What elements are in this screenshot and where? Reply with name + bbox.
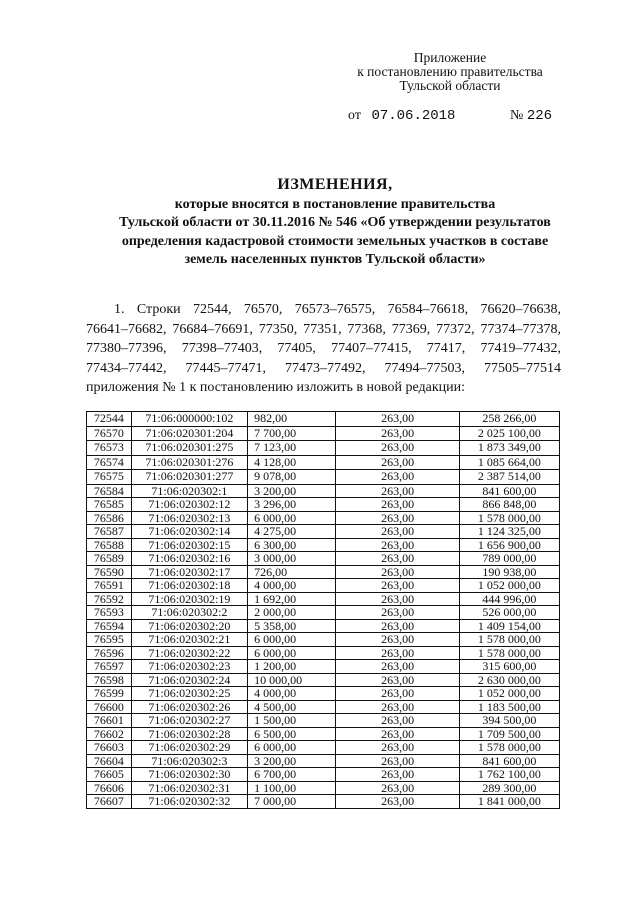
area-cell: 3 200,00 bbox=[248, 484, 336, 498]
table-row bbox=[87, 426, 560, 441]
area-cell: 1 200,00 bbox=[248, 660, 336, 674]
specific-value-cell: 263,00 bbox=[336, 412, 459, 427]
area-cell: 10 000,00 bbox=[248, 673, 336, 687]
from-label: от bbox=[348, 108, 361, 123]
specific-value-cell: 263,00 bbox=[336, 565, 459, 579]
area-cell: 7 123,00 bbox=[248, 441, 336, 456]
cadastral-number-cell: 71:06:020302:16 bbox=[131, 552, 247, 566]
area-cell: 1 100,00 bbox=[248, 781, 336, 795]
specific-value-cell: 263,00 bbox=[336, 741, 459, 755]
cadastral-value-cell: 866 848,00 bbox=[459, 498, 559, 512]
table-row bbox=[87, 633, 560, 647]
area-cell: 6 000,00 bbox=[248, 511, 336, 525]
table-row bbox=[87, 441, 560, 456]
cadastral-value-cell: 1 183 500,00 bbox=[459, 700, 559, 714]
cadastral-number-cell: 71:06:020302:28 bbox=[131, 727, 247, 741]
cadastral-value-cell: 1 656 900,00 bbox=[459, 538, 559, 552]
cadastral-number-cell: 71:06:020302:23 bbox=[131, 660, 247, 674]
specific-value-cell: 263,00 bbox=[336, 700, 459, 714]
area-cell: 3 296,00 bbox=[248, 498, 336, 512]
specific-value-cell: 263,00 bbox=[336, 525, 459, 539]
area-cell: 7 000,00 bbox=[248, 795, 336, 809]
table-row bbox=[87, 592, 560, 606]
row-number-cell: 76584 bbox=[87, 484, 132, 498]
specific-value-cell: 263,00 bbox=[336, 426, 459, 441]
specific-value-cell: 263,00 bbox=[336, 619, 459, 633]
table-body bbox=[87, 412, 560, 809]
title-line-2: которые вносятся в постановление правительства bbox=[174, 196, 496, 212]
cadastral-number-cell: 71:06:020302:1 bbox=[131, 484, 247, 498]
specific-value-cell: 263,00 bbox=[336, 781, 459, 795]
area-cell: 1 692,00 bbox=[248, 592, 336, 606]
cadastral-value-cell: 1 709 500,00 bbox=[459, 727, 559, 741]
area-cell: 7 700,00 bbox=[248, 426, 336, 441]
area-cell: 3 200,00 bbox=[248, 754, 336, 768]
cadastral-number-cell: 71:06:020302:30 bbox=[131, 768, 247, 782]
paragraph-line-3: 77380–77396, 77398–77403, 77405, 77407–77415, 77417, 77419–77432, bbox=[86, 341, 561, 356]
table-row bbox=[87, 700, 560, 714]
area-cell: 4 500,00 bbox=[248, 700, 336, 714]
specific-value-cell: 263,00 bbox=[336, 795, 459, 809]
table-row bbox=[87, 714, 560, 728]
cadastral-number-cell: 71:06:020301:277 bbox=[131, 470, 247, 485]
cadastral-number-cell: 71:06:020301:275 bbox=[131, 441, 247, 456]
row-number-cell: 76599 bbox=[87, 687, 132, 701]
cadastral-number-cell: 71:06:020302:12 bbox=[131, 498, 247, 512]
paragraph-line-4: 77434–77442, 77445–77471, 77473–77492, 77494–77503, 77505–77514 bbox=[86, 360, 561, 376]
table-row bbox=[87, 768, 560, 782]
specific-value-cell: 263,00 bbox=[336, 470, 459, 485]
table-row bbox=[87, 538, 560, 552]
title-line-1: ИЗМЕНЕНИЯ, bbox=[277, 176, 393, 193]
appendix-header bbox=[330, 51, 570, 93]
row-number-cell: 76587 bbox=[87, 525, 132, 539]
cadastral-value-cell: 2 025 100,00 bbox=[459, 426, 559, 441]
cadastral-number-cell: 71:06:020302:22 bbox=[131, 646, 247, 660]
cadastral-value-cell: 1 052 000,00 bbox=[459, 687, 559, 701]
row-number-cell: 76586 bbox=[87, 511, 132, 525]
row-number-cell: 76574 bbox=[87, 455, 132, 470]
area-cell: 6 000,00 bbox=[248, 646, 336, 660]
appendix-line-2: к постановлению правительства bbox=[357, 64, 543, 79]
date-number-line bbox=[348, 108, 553, 124]
cadastral-number-cell: 71:06:020302:24 bbox=[131, 673, 247, 687]
cadastral-number-cell: 71:06:020302:3 bbox=[131, 754, 247, 768]
table-row bbox=[87, 673, 560, 687]
specific-value-cell: 263,00 bbox=[336, 511, 459, 525]
document-date: 07.06.2018 bbox=[371, 108, 456, 124]
table-row bbox=[87, 525, 560, 539]
area-cell: 1 500,00 bbox=[248, 714, 336, 728]
area-cell: 6 500,00 bbox=[248, 727, 336, 741]
area-cell: 6 300,00 bbox=[248, 538, 336, 552]
cadastral-value-cell: 258 266,00 bbox=[459, 412, 559, 427]
cadastral-value-cell: 394 500,00 bbox=[459, 714, 559, 728]
table-row bbox=[87, 455, 560, 470]
area-cell: 5 358,00 bbox=[248, 619, 336, 633]
cadastral-value-cell: 289 300,00 bbox=[459, 781, 559, 795]
paragraph-line-2: 76641–76682, 76684–76691, 77350, 77351, 77368, 77369, 77372, 77374–77378, bbox=[86, 321, 561, 337]
specific-value-cell: 263,00 bbox=[336, 660, 459, 674]
cadastral-value-cell: 315 600,00 bbox=[459, 660, 559, 674]
cadastral-value-cell: 2 630 000,00 bbox=[459, 673, 559, 687]
document-title bbox=[60, 176, 610, 270]
table-row bbox=[87, 781, 560, 795]
row-number-cell: 76604 bbox=[87, 754, 132, 768]
cadastral-number-cell: 71:06:000000:102 bbox=[131, 412, 247, 427]
row-number-cell: 76602 bbox=[87, 727, 132, 741]
specific-value-cell: 263,00 bbox=[336, 484, 459, 498]
specific-value-cell: 263,00 bbox=[336, 606, 459, 620]
title-line-3: Тульской области от 30.11.2016 № 546 «Об утверждении результатов bbox=[119, 215, 551, 230]
cadastral-value-cell: 1 578 000,00 bbox=[459, 646, 559, 660]
table-row bbox=[87, 619, 560, 633]
number-label: № bbox=[510, 108, 524, 123]
table-row bbox=[87, 412, 560, 427]
cadastral-value-cell: 1 085 664,00 bbox=[459, 455, 559, 470]
area-cell: 9 078,00 bbox=[248, 470, 336, 485]
cadastral-value-cell: 526 000,00 bbox=[459, 606, 559, 620]
cadastral-value-cell: 1 578 000,00 bbox=[459, 511, 559, 525]
cadastral-value-cell: 789 000,00 bbox=[459, 552, 559, 566]
cadastral-number-cell: 71:06:020301:204 bbox=[131, 426, 247, 441]
cadastral-number-cell: 71:06:020302:13 bbox=[131, 511, 247, 525]
row-number-cell: 76594 bbox=[87, 619, 132, 633]
row-number-cell: 76595 bbox=[87, 633, 132, 647]
row-number-cell: 76596 bbox=[87, 646, 132, 660]
cadastral-number-cell: 71:06:020302:18 bbox=[131, 579, 247, 593]
area-cell: 3 000,00 bbox=[248, 552, 336, 566]
table-row bbox=[87, 470, 560, 485]
specific-value-cell: 263,00 bbox=[336, 552, 459, 566]
area-cell: 4 000,00 bbox=[248, 579, 336, 593]
cadastral-number-cell: 71:06:020301:276 bbox=[131, 455, 247, 470]
cadastral-value-cell: 1 124 325,00 bbox=[459, 525, 559, 539]
area-cell: 6 000,00 bbox=[248, 633, 336, 647]
cadastral-number-cell: 71:06:020302:26 bbox=[131, 700, 247, 714]
row-number-cell: 76597 bbox=[87, 660, 132, 674]
row-number-cell: 76606 bbox=[87, 781, 132, 795]
title-line-5: земель населенных пунктов Тульской области» bbox=[184, 252, 486, 267]
specific-value-cell: 263,00 bbox=[336, 579, 459, 593]
table-row bbox=[87, 579, 560, 593]
paragraph-line-5: приложения № 1 к постановлению изложить в новой редакции: bbox=[86, 380, 465, 395]
specific-value-cell: 263,00 bbox=[336, 498, 459, 512]
appendix-line-1: Приложение bbox=[413, 50, 487, 65]
table-row bbox=[87, 660, 560, 674]
specific-value-cell: 263,00 bbox=[336, 673, 459, 687]
row-number-cell: 76601 bbox=[87, 714, 132, 728]
cadastral-number-cell: 71:06:020302:17 bbox=[131, 565, 247, 579]
specific-value-cell: 263,00 bbox=[336, 768, 459, 782]
row-number-cell: 76603 bbox=[87, 741, 132, 755]
row-number-cell: 76575 bbox=[87, 470, 132, 485]
specific-value-cell: 263,00 bbox=[336, 441, 459, 456]
cadastral-value-cell: 1 052 000,00 bbox=[459, 579, 559, 593]
specific-value-cell: 263,00 bbox=[336, 714, 459, 728]
table-row bbox=[87, 552, 560, 566]
table-row bbox=[87, 646, 560, 660]
appendix-line-3: Тульской области bbox=[399, 78, 501, 93]
cadastral-value-cell: 190 938,00 bbox=[459, 565, 559, 579]
table-row bbox=[87, 727, 560, 741]
cadastral-value-cell: 1 841 000,00 bbox=[459, 795, 559, 809]
specific-value-cell: 263,00 bbox=[336, 538, 459, 552]
row-number-cell: 76573 bbox=[87, 441, 132, 456]
cadastral-number-cell: 71:06:020302:27 bbox=[131, 714, 247, 728]
specific-value-cell: 263,00 bbox=[336, 592, 459, 606]
body-paragraph bbox=[86, 300, 561, 398]
table-row bbox=[87, 565, 560, 579]
cadastral-value-cell: 1 873 349,00 bbox=[459, 441, 559, 456]
cadastral-value-cell: 841 600,00 bbox=[459, 484, 559, 498]
area-cell: 982,00 bbox=[248, 412, 336, 427]
title-line-4: определения кадастровой стоимости земельных участков в составе bbox=[121, 233, 549, 249]
specific-value-cell: 263,00 bbox=[336, 455, 459, 470]
area-cell: 4 275,00 bbox=[248, 525, 336, 539]
row-number-cell: 76600 bbox=[87, 700, 132, 714]
row-number-cell: 76605 bbox=[87, 768, 132, 782]
cadastral-number-cell: 71:06:020302:2 bbox=[131, 606, 247, 620]
row-number-cell: 76592 bbox=[87, 592, 132, 606]
cadastral-value-cell: 1 409 154,00 bbox=[459, 619, 559, 633]
row-number-cell: 76588 bbox=[87, 538, 132, 552]
cadastral-number-cell: 71:06:020302:21 bbox=[131, 633, 247, 647]
row-number-cell: 76591 bbox=[87, 579, 132, 593]
row-number-cell: 72544 bbox=[87, 412, 132, 427]
cadastral-number-cell: 71:06:020302:32 bbox=[131, 795, 247, 809]
cadastral-number-cell: 71:06:020302:31 bbox=[131, 781, 247, 795]
cadastral-number-cell: 71:06:020302:14 bbox=[131, 525, 247, 539]
row-number-cell: 76590 bbox=[87, 565, 132, 579]
area-cell: 2 000,00 bbox=[248, 606, 336, 620]
specific-value-cell: 263,00 bbox=[336, 687, 459, 701]
specific-value-cell: 263,00 bbox=[336, 727, 459, 741]
area-cell: 6 700,00 bbox=[248, 768, 336, 782]
table-row bbox=[87, 498, 560, 512]
cadastral-number-cell: 71:06:020302:15 bbox=[131, 538, 247, 552]
table-row bbox=[87, 795, 560, 809]
cadastral-number-cell: 71:06:020302:20 bbox=[131, 619, 247, 633]
table-row bbox=[87, 687, 560, 701]
area-cell: 4 128,00 bbox=[248, 455, 336, 470]
specific-value-cell: 263,00 bbox=[336, 633, 459, 647]
row-number-cell: 76607 bbox=[87, 795, 132, 809]
cadastral-number-cell: 71:06:020302:29 bbox=[131, 741, 247, 755]
specific-value-cell: 263,00 bbox=[336, 646, 459, 660]
table-row bbox=[87, 741, 560, 755]
table-row bbox=[87, 754, 560, 768]
row-number-cell: 76593 bbox=[87, 606, 132, 620]
cadastral-value-cell: 841 600,00 bbox=[459, 754, 559, 768]
row-number-cell: 76585 bbox=[87, 498, 132, 512]
table-row bbox=[87, 511, 560, 525]
cadastral-number-cell: 71:06:020302:25 bbox=[131, 687, 247, 701]
cadastral-value-cell: 1 578 000,00 bbox=[459, 633, 559, 647]
cadastral-value-cell: 1 578 000,00 bbox=[459, 741, 559, 755]
paragraph-line-1: 1. Строки 72544, 76570, 76573–76575, 76584–76618, 76620–76638, bbox=[114, 302, 561, 317]
cadastral-number-cell: 71:06:020302:19 bbox=[131, 592, 247, 606]
area-cell: 6 000,00 bbox=[248, 741, 336, 755]
table-row bbox=[87, 606, 560, 620]
table-row bbox=[87, 484, 560, 498]
cadastral-value-cell: 2 387 514,00 bbox=[459, 470, 559, 485]
area-cell: 4 000,00 bbox=[248, 687, 336, 701]
cadastral-value-cell: 444 996,00 bbox=[459, 592, 559, 606]
row-number-cell: 76570 bbox=[87, 426, 132, 441]
document-number: 226 bbox=[526, 108, 553, 124]
row-number-cell: 76589 bbox=[87, 552, 132, 566]
specific-value-cell: 263,00 bbox=[336, 754, 459, 768]
cadastral-value-table bbox=[86, 411, 560, 809]
row-number-cell: 76598 bbox=[87, 673, 132, 687]
cadastral-value-cell: 1 762 100,00 bbox=[459, 768, 559, 782]
area-cell: 726,00 bbox=[248, 565, 336, 579]
